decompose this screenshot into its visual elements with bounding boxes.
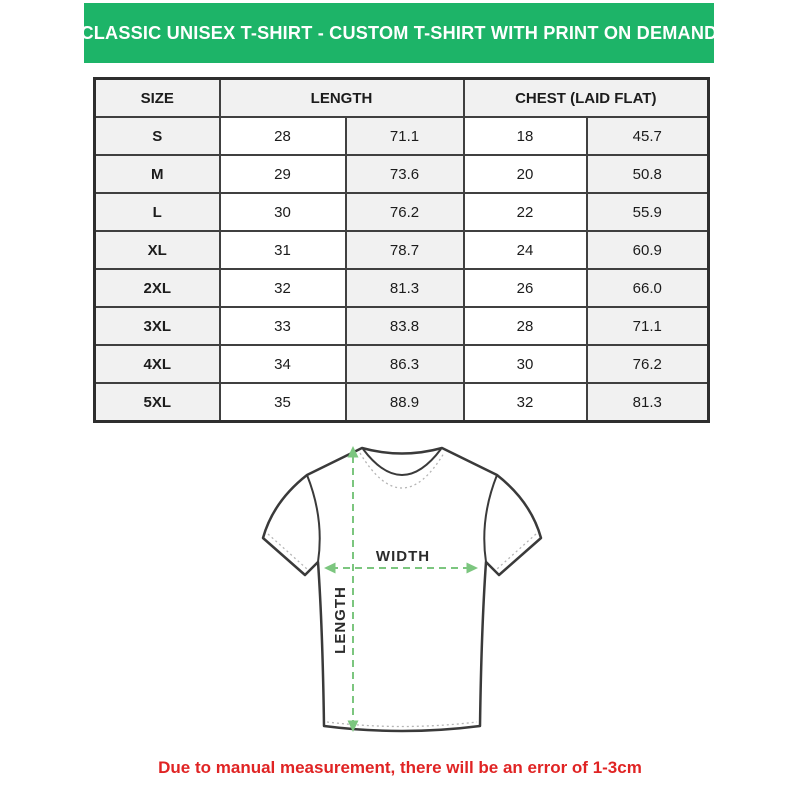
length-cm-cell: 81.3 (346, 269, 464, 307)
table-row (95, 269, 709, 307)
tshirt-measurement-diagram (240, 435, 560, 750)
length-in-cell: 34 (220, 345, 346, 383)
size-cell: 5XL (95, 383, 220, 422)
chest-cm-cell: 71.1 (587, 307, 709, 345)
table-row (95, 193, 709, 231)
table-row (95, 345, 709, 383)
table-header-row (95, 79, 709, 118)
length-cm-cell: 78.7 (346, 231, 464, 269)
table-row (95, 117, 709, 155)
size-cell: L (95, 193, 220, 231)
size-cell: M (95, 155, 220, 193)
length-in-cell: 30 (220, 193, 346, 231)
header-chest: CHEST (LAID FLAT) (464, 79, 709, 118)
table-row (95, 155, 709, 193)
length-cm-cell: 73.6 (346, 155, 464, 193)
length-in-cell: 33 (220, 307, 346, 345)
chest-cm-cell: 76.2 (587, 345, 709, 383)
title-banner (80, 3, 718, 63)
length-in-cell: 28 (220, 117, 346, 155)
size-cell: 4XL (95, 345, 220, 383)
chest-in-cell: 28 (464, 307, 587, 345)
length-cm-cell: 71.1 (346, 117, 464, 155)
chest-cm-cell: 45.7 (587, 117, 709, 155)
length-in-cell: 32 (220, 269, 346, 307)
length-cm-cell: 76.2 (346, 193, 464, 231)
chest-cm-cell: 81.3 (587, 383, 709, 422)
length-in-cell: 35 (220, 383, 346, 422)
table-row (95, 383, 709, 422)
tshirt-outline-icon (263, 448, 541, 731)
chest-in-cell: 32 (464, 383, 587, 422)
length-in-cell: 29 (220, 155, 346, 193)
length-in-cell: 31 (220, 231, 346, 269)
size-cell: XL (95, 231, 220, 269)
size-cell: S (95, 117, 220, 155)
width-label: WIDTH (375, 548, 431, 565)
chest-cm-cell: 66.0 (587, 269, 709, 307)
header-length: LENGTH (220, 79, 464, 118)
size-table (93, 77, 710, 423)
length-cm-cell: 86.3 (346, 345, 464, 383)
chest-in-cell: 26 (464, 269, 587, 307)
chest-cm-cell: 55.9 (587, 193, 709, 231)
length-cm-cell: 88.9 (346, 383, 464, 422)
chest-in-cell: 22 (464, 193, 587, 231)
chest-cm-cell: 50.8 (587, 155, 709, 193)
chest-in-cell: 24 (464, 231, 587, 269)
chest-cm-cell: 60.9 (587, 231, 709, 269)
size-cell: 2XL (95, 269, 220, 307)
chest-in-cell: 30 (464, 345, 587, 383)
chest-in-cell: 18 (464, 117, 587, 155)
size-cell: 3XL (95, 307, 220, 345)
chest-in-cell: 20 (464, 155, 587, 193)
header-size: SIZE (95, 79, 220, 118)
table-row (95, 307, 709, 345)
measurement-error-note: Due to manual measurement, there will be an error of 1-3cm (158, 758, 642, 777)
length-label: LENGTH (332, 586, 349, 654)
page-title: CLASSIC UNISEX T-SHIRT - CUSTOM T-SHIRT WITH PRINT ON DEMAND (80, 22, 718, 43)
length-cm-cell: 83.8 (346, 307, 464, 345)
table-row (95, 231, 709, 269)
